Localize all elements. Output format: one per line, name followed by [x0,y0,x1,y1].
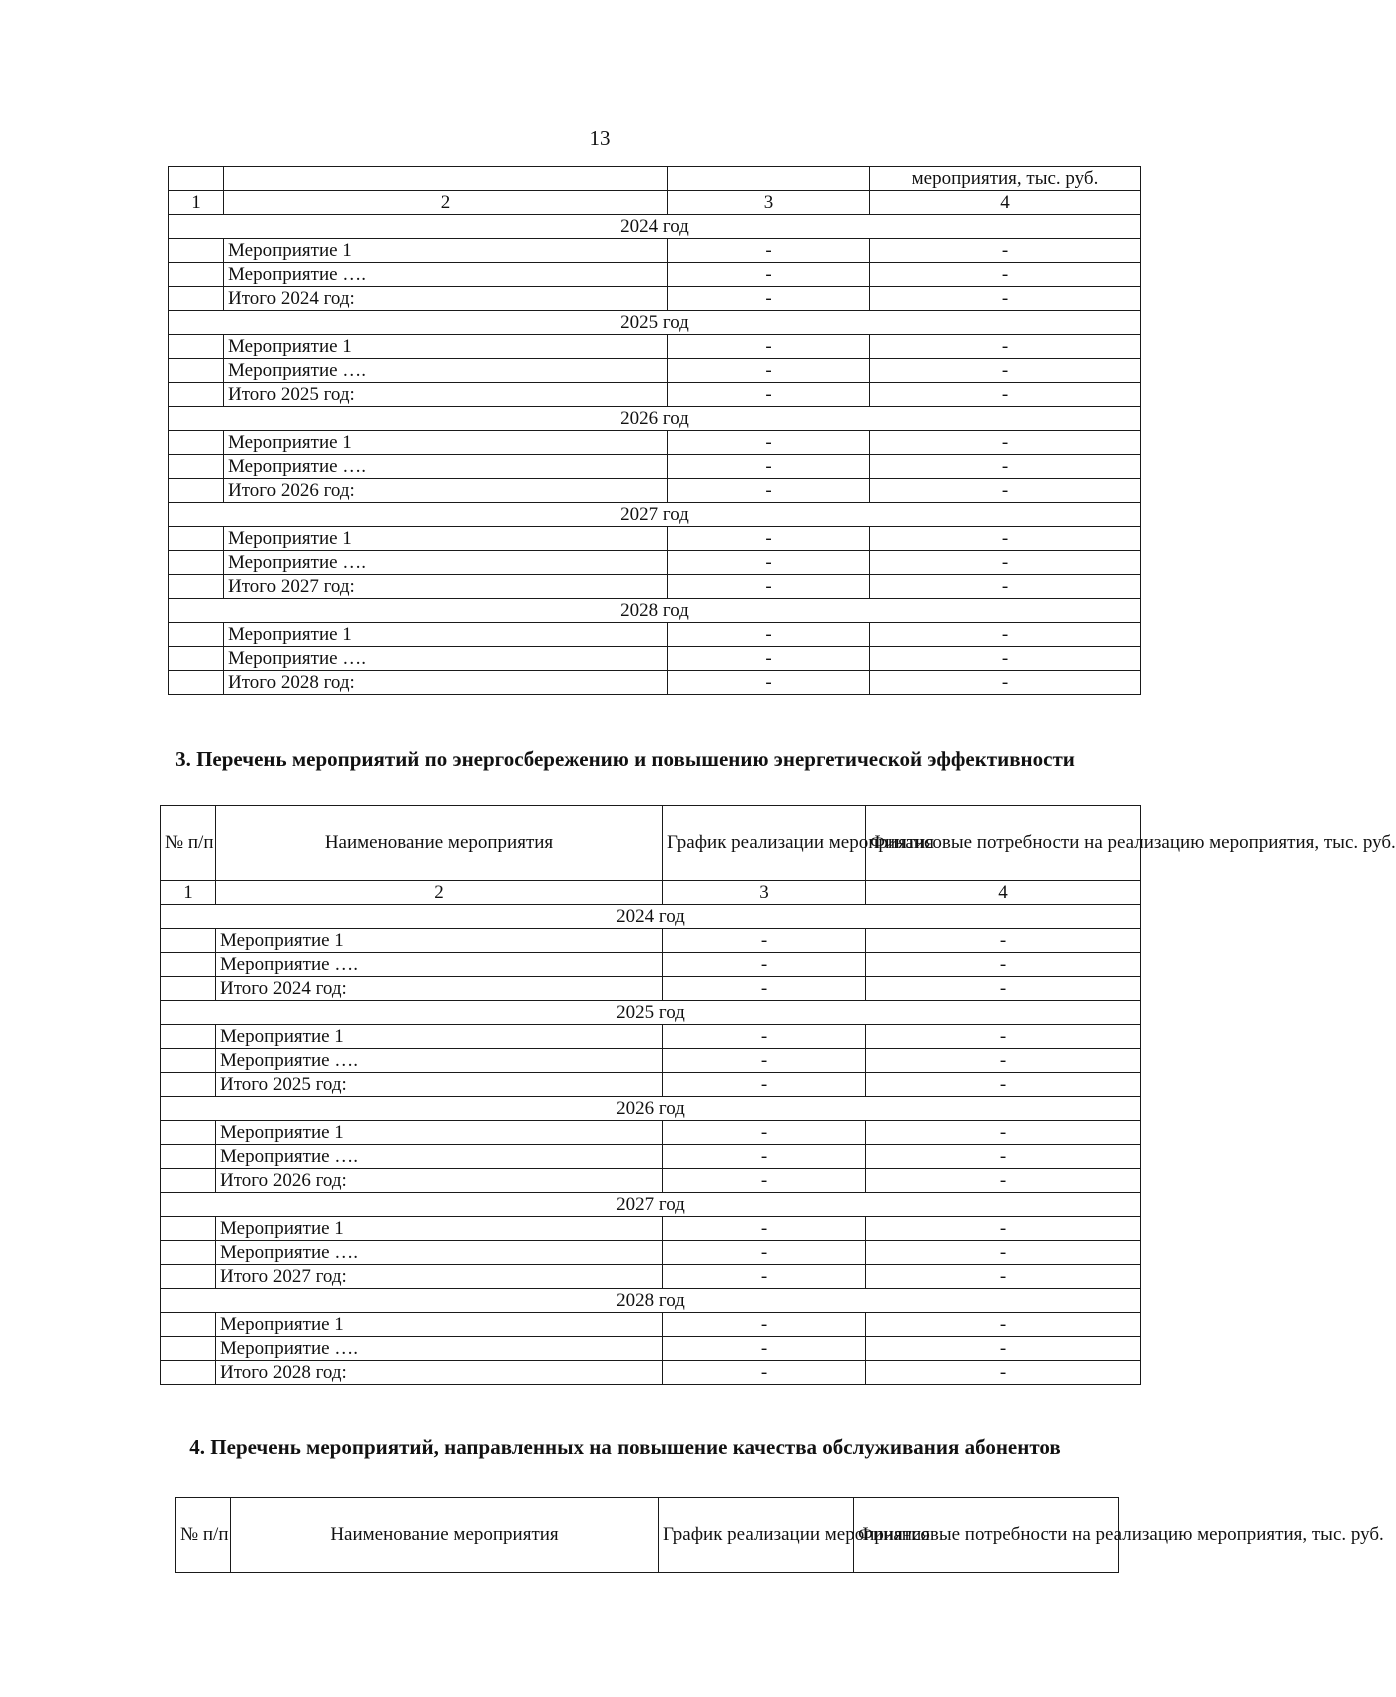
finance-value: - [870,647,1141,671]
row-number [169,575,224,599]
year-row [161,1193,1141,1217]
year-heading: 2028 год [161,1289,1141,1313]
year-heading: 2024 год [169,215,1141,239]
finance-value: - [870,263,1141,287]
schedule-value: - [668,263,870,287]
row-number [169,383,224,407]
schedule-header: График реализации мероприятия [659,1498,854,1573]
year-row [161,1289,1141,1313]
total-label: Итого 2027 год: [216,1265,663,1289]
year-heading: 2026 год [161,1097,1141,1121]
measure-name: Мероприятие 1 [216,929,663,953]
row-number [161,1241,216,1265]
measure-name: Мероприятие 1 [224,335,668,359]
finance-header: Финансовые потребности на реализацию мероприятия, тыс. руб. [866,806,1141,881]
schedule-value: - [668,647,870,671]
column-number: 1 [161,881,216,905]
finance-value: - [866,1313,1141,1337]
measure-name: Мероприятие …. [224,551,668,575]
total-label: Итого 2028 год: [216,1361,663,1385]
table-row [161,953,1141,977]
table-row [161,1145,1141,1169]
finance-value: - [870,671,1141,695]
finance-value: - [870,335,1141,359]
finance-value: - [870,455,1141,479]
table-row [161,1121,1141,1145]
row-number [169,671,224,695]
row-number [161,1217,216,1241]
row-number [161,1073,216,1097]
measure-name: Мероприятие 1 [216,1313,663,1337]
measure-name: Мероприятие …. [216,1241,663,1265]
year-row [169,215,1141,239]
column-number-row [161,881,1141,905]
finance-value: - [866,929,1141,953]
schedule-value: - [663,977,866,1001]
column-number: 4 [866,881,1141,905]
finance-value: - [870,527,1141,551]
header-cell [224,167,668,191]
section-4-title: 4. Перечень мероприятий, направленных на повышение качества обслуживания абонентов [189,1435,1061,1459]
finance-value: - [866,1169,1141,1193]
finance-value: - [870,623,1141,647]
finance-value: - [866,1241,1141,1265]
name-header: Наименование мероприятия [231,1498,659,1573]
schedule-value: - [663,953,866,977]
table-header-row [161,806,1141,881]
row-number [161,1145,216,1169]
year-heading: 2026 год [169,407,1141,431]
schedule-value: - [668,479,870,503]
page-number: 13 [589,126,611,150]
schedule-value: - [663,1169,866,1193]
year-row [169,599,1141,623]
measure-name: Мероприятие …. [216,953,663,977]
schedule-value: - [668,623,870,647]
finance-value: - [866,1025,1141,1049]
year-row [169,503,1141,527]
schedule-value: - [663,1121,866,1145]
schedule-header: График реализации мероприятия [663,806,866,881]
row-number [161,1313,216,1337]
table-row [169,263,1141,287]
schedule-value: - [663,1145,866,1169]
continued-measures-table-body [169,167,1141,695]
table-row [169,335,1141,359]
finance-value: - [870,359,1141,383]
column-number: 4 [870,191,1141,215]
finance-value: - [870,551,1141,575]
row-number [161,1049,216,1073]
schedule-value: - [663,1313,866,1337]
column-number-row [169,191,1141,215]
measure-name: Мероприятие 1 [224,527,668,551]
table-row [161,929,1141,953]
total-label: Итого 2025 год: [224,383,668,407]
column-number: 3 [668,191,870,215]
year-heading: 2027 год [161,1193,1141,1217]
measure-name: Мероприятие 1 [216,1025,663,1049]
row-number [169,551,224,575]
num-header: № п/п [161,806,216,881]
measure-name: Мероприятие …. [216,1337,663,1361]
schedule-value: - [668,431,870,455]
finance-value: - [870,479,1141,503]
finance-value: - [866,1361,1141,1385]
year-heading: 2027 год [169,503,1141,527]
finance-value: - [866,1121,1141,1145]
table-row [161,1337,1141,1361]
table-row [161,1313,1141,1337]
measure-name: Мероприятие 1 [224,623,668,647]
finance-value: - [870,383,1141,407]
year-row [161,1097,1141,1121]
table-row [161,1241,1141,1265]
schedule-value: - [663,1049,866,1073]
table-row [161,1049,1141,1073]
table-row [161,1025,1141,1049]
finance-value: - [866,1337,1141,1361]
year-row [169,311,1141,335]
table-row [169,359,1141,383]
measure-name: Мероприятие …. [224,647,668,671]
measure-name: Мероприятие …. [224,455,668,479]
total-label: Итого 2024 год: [224,287,668,311]
row-number [169,479,224,503]
table-row [161,1217,1141,1241]
measure-name: Мероприятие …. [216,1145,663,1169]
table-row [169,671,1141,695]
measure-name: Мероприятие 1 [216,1121,663,1145]
table-row [169,287,1141,311]
finance-value: - [870,287,1141,311]
year-heading: 2025 год [169,311,1141,335]
year-row [161,1001,1141,1025]
schedule-value: - [668,455,870,479]
measure-name: Мероприятие …. [224,263,668,287]
row-number [161,929,216,953]
schedule-value: - [668,671,870,695]
table-row [169,551,1141,575]
num-header: № п/п [176,1498,231,1573]
schedule-value: - [663,1025,866,1049]
schedule-value: - [668,239,870,263]
schedule-value: - [663,929,866,953]
row-number [169,647,224,671]
schedule-value: - [668,335,870,359]
finance-value: - [866,1217,1141,1241]
table-row [169,431,1141,455]
name-header: Наименование мероприятия [216,806,663,881]
total-label: Итого 2025 год: [216,1073,663,1097]
table-row [161,1361,1141,1385]
schedule-value: - [668,575,870,599]
energy-saving-measures-table [160,805,1396,1385]
schedule-value: - [668,287,870,311]
header-cell [668,167,870,191]
row-number [169,263,224,287]
table-row [169,455,1141,479]
row-number [161,977,216,1001]
finance-value: - [866,1073,1141,1097]
schedule-value: - [668,359,870,383]
column-number: 2 [224,191,668,215]
schedule-value: - [668,551,870,575]
finance-header-tail: мероприятия, тыс. руб. [870,167,1141,191]
row-number [161,1121,216,1145]
continuation-header-row [169,167,1141,191]
table-row [169,479,1141,503]
row-number [161,1025,216,1049]
row-number [161,1337,216,1361]
row-number [169,623,224,647]
finance-value: - [866,1049,1141,1073]
table-header-row [176,1498,1119,1573]
row-number [161,1265,216,1289]
section-3-title: 3. Перечень мероприятий по энергосбережению и повышению энергетической эффективности [175,747,1075,771]
finance-value: - [866,1265,1141,1289]
table-row [161,977,1141,1001]
total-label: Итого 2026 год: [216,1169,663,1193]
row-number [169,431,224,455]
table-row [161,1169,1141,1193]
column-number: 2 [216,881,663,905]
total-label: Итого 2024 год: [216,977,663,1001]
year-heading: 2024 год [161,905,1141,929]
finance-value: - [866,953,1141,977]
table-row [169,647,1141,671]
row-number [161,1361,216,1385]
schedule-value: - [663,1265,866,1289]
finance-header: Финансовые потребности на реализацию мероприятия, тыс. руб. [854,1498,1119,1573]
table-row [169,383,1141,407]
schedule-value: - [663,1361,866,1385]
table-row [161,1265,1141,1289]
row-number [169,527,224,551]
row-number [161,953,216,977]
column-number: 3 [663,881,866,905]
finance-value: - [866,1145,1141,1169]
row-number [161,1169,216,1193]
header-cell [169,167,224,191]
table-row [169,623,1141,647]
year-row [169,407,1141,431]
total-label: Итого 2026 год: [224,479,668,503]
table-row [169,575,1141,599]
row-number [169,239,224,263]
table-row [169,239,1141,263]
row-number [169,455,224,479]
year-heading: 2028 год [169,599,1141,623]
finance-value: - [870,575,1141,599]
service-quality-measures-table [175,1497,1384,1573]
finance-value: - [870,239,1141,263]
year-heading: 2025 год [161,1001,1141,1025]
schedule-value: - [663,1337,866,1361]
finance-value: - [866,977,1141,1001]
row-number [169,335,224,359]
year-row [161,905,1141,929]
total-label: Итого 2027 год: [224,575,668,599]
energy-saving-measures-table-body [161,806,1396,1385]
schedule-value: - [668,527,870,551]
column-number: 1 [169,191,224,215]
measure-name: Мероприятие 1 [224,239,668,263]
measure-name: Мероприятие 1 [224,431,668,455]
schedule-value: - [663,1073,866,1097]
schedule-value: - [663,1217,866,1241]
table-row [161,1073,1141,1097]
measure-name: Мероприятие …. [216,1049,663,1073]
continued-measures-table [168,166,1141,695]
schedule-value: - [663,1241,866,1265]
total-label: Итого 2028 год: [224,671,668,695]
measure-name: Мероприятие 1 [216,1217,663,1241]
row-number [169,359,224,383]
row-number [169,287,224,311]
finance-value: - [870,431,1141,455]
table-row [169,527,1141,551]
measure-name: Мероприятие …. [224,359,668,383]
schedule-value: - [668,383,870,407]
